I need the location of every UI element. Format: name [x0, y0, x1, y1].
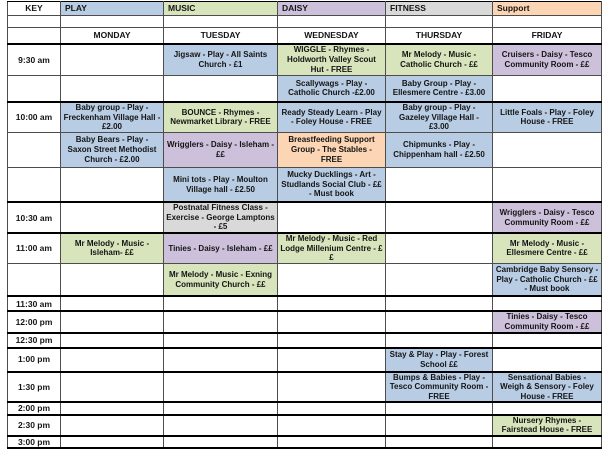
- empty-cell: [61, 436, 164, 448]
- schedule-row: [8, 167, 602, 202]
- event-cell-tuesday: Tinies - Daisy - Isleham - ££: [164, 233, 278, 263]
- spacer-cell: [493, 16, 602, 28]
- empty-cell: [61, 415, 164, 436]
- event-cell-friday: Cambridge Baby Sensory - Play - Catholic Church - ££ - Must book: [493, 263, 602, 296]
- spacer-cell: [386, 16, 493, 28]
- time-label-empty: [8, 75, 61, 102]
- time-label: 1:00 pm: [8, 348, 61, 372]
- event-cell-monday: Baby Bears - Play - Saxon Street Methodist Church - £2.00: [61, 132, 164, 167]
- empty-cell: [386, 333, 493, 348]
- empty-cell: [386, 402, 493, 414]
- time-label-empty: [8, 132, 61, 167]
- event-cell-tuesday: Mr Melody - Music - Exning Community Church - ££: [164, 263, 278, 296]
- empty-cell: [164, 333, 278, 348]
- time-label: 10:30 am: [8, 202, 61, 233]
- spacer-cell: [61, 16, 164, 28]
- empty-cell: [493, 167, 602, 202]
- empty-cell: [278, 348, 386, 372]
- time-label: 9:30 am: [8, 44, 61, 75]
- time-label-empty: [8, 167, 61, 202]
- empty-cell: [61, 311, 164, 332]
- empty-cell: [61, 372, 164, 403]
- empty-cell: [164, 402, 278, 414]
- time-label: 2:00 pm: [8, 402, 61, 414]
- empty-cell: [61, 402, 164, 414]
- time-label: 12:00 pm: [8, 311, 61, 332]
- event-cell-wednesday: Mr Melody - Music - Red Lodge Millenium Centre - ££: [278, 233, 386, 263]
- event-cell-monday: Mr Melody - Music - Isleham- ££: [61, 233, 164, 263]
- time-label-empty: [8, 263, 61, 296]
- event-cell-tuesday: Postnatal Fitness Class - Exercise - George Lamptons - £5: [164, 202, 278, 233]
- event-cell-thursday: Stay & Play - Play - Forest School ££: [386, 348, 493, 372]
- empty-cell: [278, 263, 386, 296]
- event-cell-tuesday: Mini tots - Play - Moulton Village hall - £2.50: [164, 167, 278, 202]
- empty-cell: [164, 348, 278, 372]
- schedule-row: [8, 102, 602, 132]
- empty-cell: [386, 296, 493, 311]
- spacer-cell: [8, 16, 61, 28]
- time-label: 2:30 pm: [8, 415, 61, 436]
- spacer-cell: [164, 16, 278, 28]
- event-cell-wednesday: Mucky Ducklings - Art - Studlands Social Club - ££ - Must book: [278, 167, 386, 202]
- empty-cell: [278, 202, 386, 233]
- event-cell-friday: Wrigglers - Daisy - Tesco Community Room - ££: [493, 202, 602, 233]
- event-cell-wednesday: WIGGLE - Rhymes - Holdworth Valley Scout Hut - FREE: [278, 44, 386, 75]
- spacer-row: [8, 16, 602, 28]
- empty-cell: [493, 296, 602, 311]
- time-label: 11:30 am: [8, 296, 61, 311]
- day-header-row: [8, 28, 602, 45]
- key-row: [8, 2, 602, 16]
- timetable: [7, 1, 602, 449]
- time-label: 1:30 pm: [8, 372, 61, 403]
- empty-cell: [164, 415, 278, 436]
- empty-cell: [386, 202, 493, 233]
- empty-cell: [278, 333, 386, 348]
- day-header-wednesday: WEDNESDAY: [278, 28, 386, 45]
- key-category-play: PLAY: [61, 2, 164, 16]
- event-cell-tuesday: BOUNCE - Rhymes - Newmarket Library - FREE: [164, 102, 278, 132]
- empty-cell: [493, 348, 602, 372]
- event-cell-friday: Sensational Babies - Weigh & Sensory - Foley House - FREE: [493, 372, 602, 403]
- time-label: 12:30 pm: [8, 333, 61, 348]
- empty-cell: [278, 436, 386, 448]
- empty-cell: [164, 372, 278, 403]
- day-header-monday: MONDAY: [61, 28, 164, 45]
- empty-cell: [386, 263, 493, 296]
- empty-cell: [61, 44, 164, 75]
- empty-cell: [61, 348, 164, 372]
- corner-cell: [8, 28, 61, 45]
- key-label: KEY: [8, 2, 61, 16]
- key-category-support: Support: [493, 2, 602, 16]
- empty-cell: [164, 75, 278, 102]
- event-cell-monday: Baby group - Play - Freckenham Village Hall - £2.00: [61, 102, 164, 132]
- schedule-row: [8, 75, 602, 102]
- empty-cell: [61, 333, 164, 348]
- event-cell-thursday: Mr Melody - Music - Catholic Church - ££: [386, 44, 493, 75]
- schedule-row: [8, 296, 602, 311]
- time-label: 10:00 am: [8, 102, 61, 132]
- event-cell-thursday: Bumps & Babies - Play - Tesco Community Room - FREE: [386, 372, 493, 403]
- time-label: 3:00 pm: [8, 436, 61, 448]
- event-cell-friday: Tinies - Daisy - Tesco Community Room - ££: [493, 311, 602, 332]
- schedule-row: [8, 402, 602, 414]
- empty-cell: [386, 311, 493, 332]
- day-header-thursday: THURSDAY: [386, 28, 493, 45]
- event-cell-friday: Cruisers - Daisy - Tesco Community Room - ££: [493, 44, 602, 75]
- empty-cell: [278, 372, 386, 403]
- event-cell-wednesday: Ready Steady Learn - Play - Foley House - FREE: [278, 102, 386, 132]
- day-header-tuesday: TUESDAY: [164, 28, 278, 45]
- empty-cell: [278, 311, 386, 332]
- empty-cell: [493, 132, 602, 167]
- key-category-daisy: DAISY: [278, 2, 386, 16]
- schedule-body: [8, 44, 602, 448]
- schedule-row: [8, 436, 602, 448]
- schedule-row: [8, 233, 602, 263]
- event-cell-thursday: Chipmunks - Play - Chippenham hall - £2.50: [386, 132, 493, 167]
- event-cell-friday: Nursery Rhymes - Fairstead House - FREE: [493, 415, 602, 436]
- event-cell-thursday: Baby group - Play - Gazeley Village Hall - £3.00: [386, 102, 493, 132]
- schedule-row: [8, 44, 602, 75]
- time-label: 11:00 am: [8, 233, 61, 263]
- empty-cell: [164, 311, 278, 332]
- spacer-cell: [278, 16, 386, 28]
- event-cell-wednesday: Scallywags - Play - Catholic Church -£2.00: [278, 75, 386, 102]
- key-category-fitness: FITNESS: [386, 2, 493, 16]
- empty-cell: [164, 436, 278, 448]
- empty-cell: [61, 296, 164, 311]
- event-cell-wednesday: Breastfeeding Support Group - The Stables - FREE: [278, 132, 386, 167]
- empty-cell: [278, 415, 386, 436]
- empty-cell: [278, 296, 386, 311]
- schedule-row: [8, 202, 602, 233]
- empty-cell: [278, 402, 386, 414]
- event-cell-thursday: Baby Group - Play - Ellesmere Centre - £3.00: [386, 75, 493, 102]
- schedule-row: [8, 333, 602, 348]
- empty-cell: [493, 402, 602, 414]
- empty-cell: [61, 75, 164, 102]
- event-cell-friday: Mr Melody - Music - Ellesmere Centre - ££: [493, 233, 602, 263]
- empty-cell: [493, 75, 602, 102]
- empty-cell: [61, 167, 164, 202]
- day-header-friday: FRIDAY: [493, 28, 602, 45]
- event-cell-tuesday: Wrigglers - Daisy - Isleham - ££: [164, 132, 278, 167]
- event-cell-friday: Little Foals - Play - Foley House - FREE: [493, 102, 602, 132]
- schedule-row: [8, 348, 602, 372]
- empty-cell: [61, 202, 164, 233]
- schedule-row: [8, 372, 602, 403]
- empty-cell: [493, 436, 602, 448]
- event-cell-tuesday: Jigsaw - Play - All Saints Church - £1: [164, 44, 278, 75]
- schedule-row: [8, 415, 602, 436]
- empty-cell: [386, 415, 493, 436]
- empty-cell: [493, 333, 602, 348]
- schedule-row: [8, 263, 602, 296]
- empty-cell: [164, 296, 278, 311]
- empty-cell: [61, 263, 164, 296]
- key-category-music: MUSIC: [164, 2, 278, 16]
- empty-cell: [386, 436, 493, 448]
- empty-cell: [386, 233, 493, 263]
- empty-cell: [386, 167, 493, 202]
- schedule-row: [8, 311, 602, 332]
- schedule-row: [8, 132, 602, 167]
